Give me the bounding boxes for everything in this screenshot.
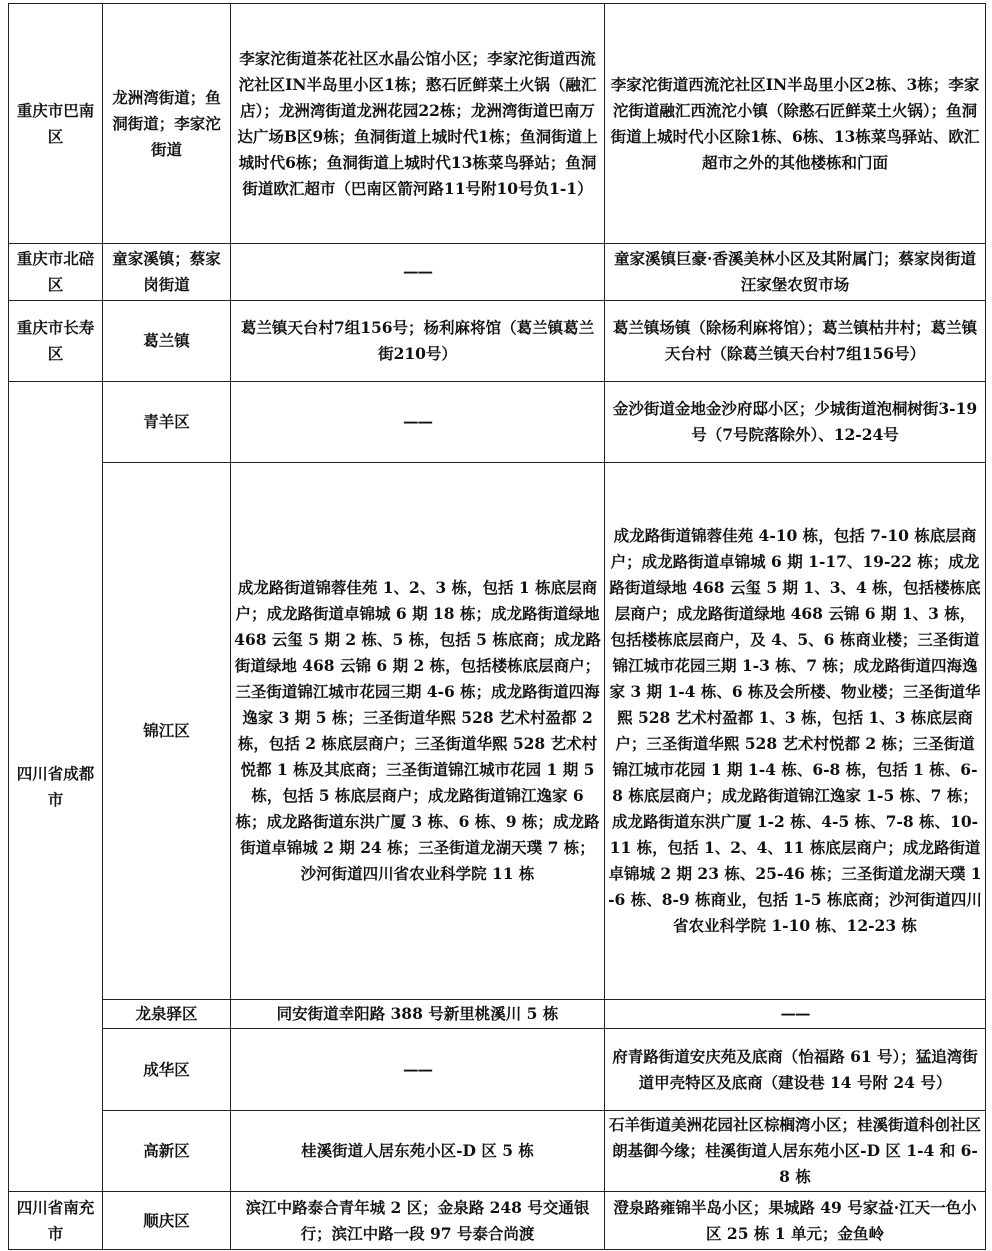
table-row <box>9 1000 986 1029</box>
table-row <box>9 1111 986 1192</box>
high-risk-cell: 成龙路街道锦蓉佳苑 1、2、3 栋，包括 1 栋底层商户；成龙路街道卓锦城 6 期 18 栋；成龙路街道绿地 468 云玺 5 期 2 栋、5 栋，包括 5 栋底商；成龙路街道绿地 468 云锦 6 期 2 栋，包括楼栋底层商户；三圣街道锦江城市花园三期 4-6 栋；成龙路街道四海逸家 3 期 5 栋；三圣街道华熙 528 艺术村盈都 2 栋，包括 2 栋底层商户；三圣街道华熙 528 艺术村悦都 1 栋及其底商；三圣街道锦江城市花园 1 期 5 栋，包括 5 栋底层商户；成龙路街道锦江逸家 6 栋；成龙路街道东洪广厦 3 栋、6 栋、9 栋；成龙路街道卓锦城 2 期 24 栋；三圣街道龙湖天璞 7 栋；沙河街道四川省农业科学院 11 栋 <box>231 463 605 1000</box>
medium-risk-cell: 澄泉路雍锦半岛小区；果城路 49 号家益·江天一色小区 25 栋 1 单元；金鱼岭 <box>605 1192 986 1250</box>
high-risk-cell: 李家沱街道茶花社区水晶公馆小区；李家沱街道西流沱社区IN半岛里小区1栋；憨石匠鲜菜土火锅（融汇店）；龙洲湾街道龙洲花园22栋；龙洲湾街道巴南万达广场B区9栋；鱼洞街道上城时代1栋；鱼洞街道上城时代6栋；鱼洞街道上城时代13栋菜鸟驿站；鱼洞街道欧汇超市（巴南区箭河路11号附10号负1-1） <box>231 4 605 244</box>
high-risk-cell: 同安街道幸阳路 388 号新里桃溪川 5 栋 <box>231 1000 605 1029</box>
city-cell: 重庆市长寿区 <box>9 301 103 382</box>
high-risk-cell: —— <box>231 1029 605 1111</box>
district-cell: 葛兰镇 <box>103 301 231 382</box>
table-row <box>9 301 986 382</box>
medium-risk-cell: 童家溪镇巨豪·香溪美林小区及其附属门；蔡家岗街道汪家堡农贸市场 <box>605 244 986 301</box>
high-risk-cell: —— <box>231 244 605 301</box>
medium-risk-cell: —— <box>605 1000 986 1029</box>
table-row <box>9 1029 986 1111</box>
medium-risk-cell: 成龙路街道锦蓉佳苑 4-10 栋，包括 7-10 栋底层商户；成龙路街道卓锦城 6 期 1-17、19-22 栋；成龙路街道绿地 468 云玺 5 期 1、3、4 栋，包括楼栋底层商户；成龙路街道绿地 468 云锦 6 期 1、3 栋，包括楼栋底层商户，及 4、5、6 栋商业楼；三圣街道锦江城市花园三期 1-3 栋、7 栋；成龙路街道四海逸家 3 期 1-4 栋、6 栋及会所楼、物业楼；三圣街道华熙 528 艺术村盈都 1、3 栋，包括 1、3 栋底层商户；三圣街道华熙 528 艺术村悦都 2 栋；三圣街道锦江城市花园 1 期 1-4 栋、6-8 栋，包括 1 栋、6-8 栋底层商户；成龙路街道锦江逸家 1-5 栋、7 栋；成龙路街道东洪广厦 1-2 栋、4-5 栋、7-8 栋、10-11 栋，包括 1、2、4、11 栋底层商户；成龙路街道卓锦城 2 期 23 栋、25-46 栋；三圣街道龙湖天璞 1-6 栋、8-9 栋商业，包括 1-5 栋底商；沙河街道四川省农业科学院 1-10 栋、12-23 栋 <box>605 463 986 1000</box>
district-cell: 高新区 <box>103 1111 231 1192</box>
district-cell: 顺庆区 <box>103 1192 231 1250</box>
city-cell: 重庆市巴南区 <box>9 4 103 244</box>
district-cell: 童家溪镇；蔡家岗街道 <box>103 244 231 301</box>
district-cell: 龙洲湾街道；鱼洞街道；李家沱街道 <box>103 4 231 244</box>
medium-risk-cell: 金沙街道金地金沙府邸小区；少城街道泡桐树街3-19号（7号院落除外）、12-24号 <box>605 382 986 463</box>
risk-area-table <box>8 3 986 1250</box>
table-row <box>9 1192 986 1250</box>
medium-risk-cell: 府青路街道安庆苑及底商（怡福路 61 号）；猛追湾街道甲壳特区及底商（建设巷 14 号附 24 号） <box>605 1029 986 1111</box>
high-risk-cell: 滨江中路泰合青年城 2 区；金泉路 248 号交通银行；滨江中路一段 97 号泰合尚渡 <box>231 1192 605 1250</box>
district-cell: 成华区 <box>103 1029 231 1111</box>
table-row <box>9 4 986 244</box>
high-risk-cell: 葛兰镇天台村7组156号；杨利麻将馆（葛兰镇葛兰街210号） <box>231 301 605 382</box>
district-cell: 锦江区 <box>103 463 231 1000</box>
high-risk-cell: —— <box>231 382 605 463</box>
table-row <box>9 463 986 1000</box>
city-cell: 四川省南充市 <box>9 1192 103 1250</box>
medium-risk-cell: 葛兰镇场镇（除杨利麻将馆）；葛兰镇枯井村；葛兰镇天台村（除葛兰镇天台村7组156号） <box>605 301 986 382</box>
district-cell: 龙泉驿区 <box>103 1000 231 1029</box>
high-risk-cell: 桂溪街道人居东苑小区-D 区 5 栋 <box>231 1111 605 1192</box>
medium-risk-cell: 李家沱街道西流沱社区IN半岛里小区2栋、3栋；李家沱街道融汇西流沱小镇（除憨石匠鲜菜土火锅）；鱼洞街道上城时代小区除1栋、6栋、13栋菜鸟驿站、欧汇超市之外的其他楼栋和门面 <box>605 4 986 244</box>
medium-risk-cell: 石羊街道美洲花园社区棕榈湾小区；桂溪街道科创社区朗基御今缘；桂溪街道人居东苑小区-D 区 1-4 和 6-8 栋 <box>605 1111 986 1192</box>
city-cell: 重庆市北碚区 <box>9 244 103 301</box>
table-row <box>9 382 986 463</box>
district-cell: 青羊区 <box>103 382 231 463</box>
city-cell: 四川省成都市 <box>9 382 103 1192</box>
table-row <box>9 244 986 301</box>
